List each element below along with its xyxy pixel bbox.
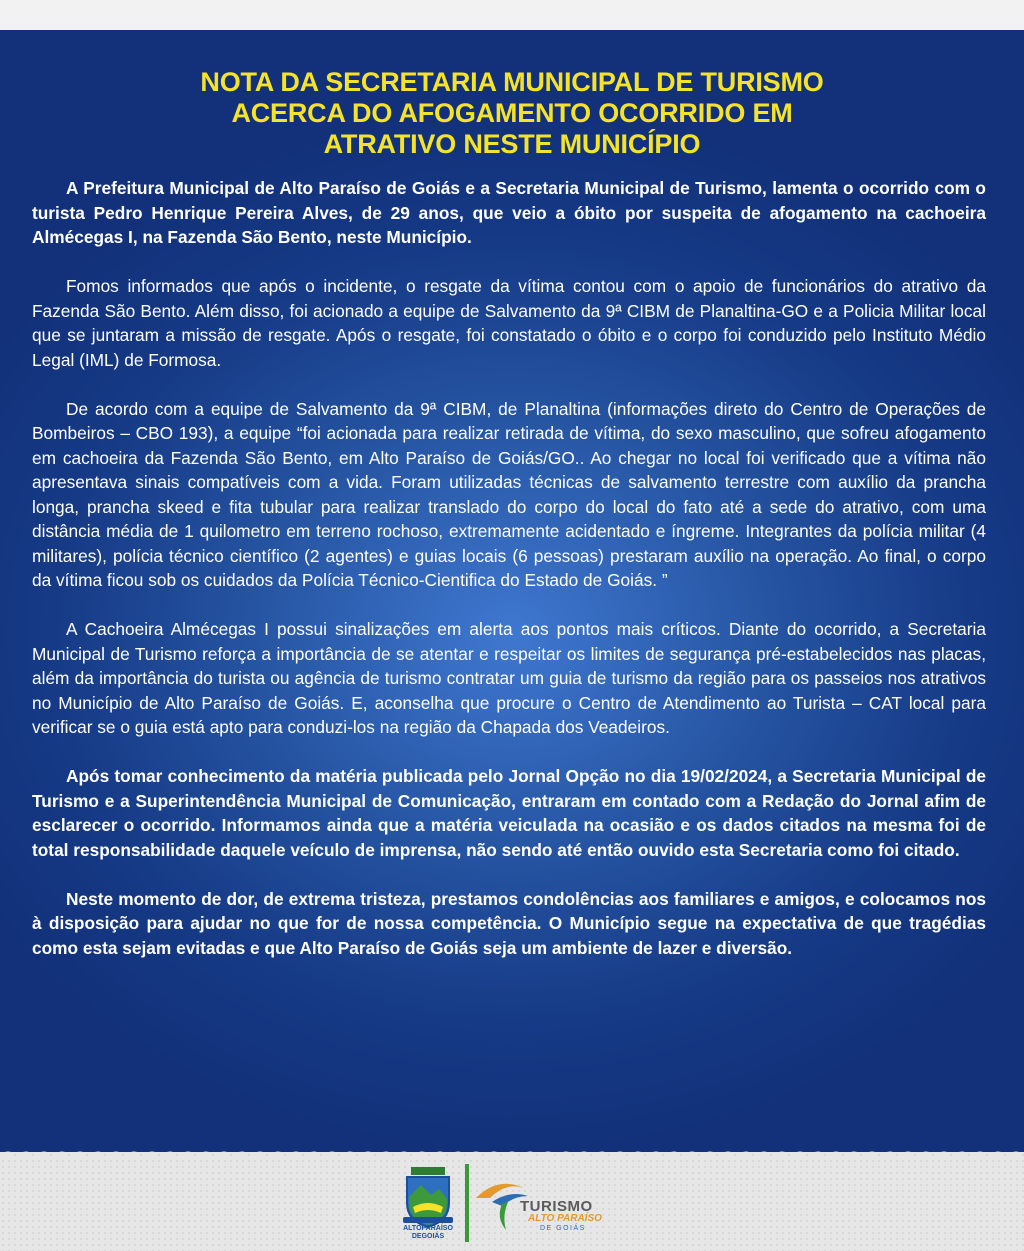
paragraph-fire-department-report: De acordo com a equipe de Salvamento da 9ª CIBM, de Planaltina (informações direto do Centro de Operações de Bombeiros – CBO 193), a equipe “foi acionada para realizar retirada de vítima, do sexo masculino, que sofreu afogamento em cachoeira da Fazenda São Bento, em Alto Paraíso de Goiás/GO.. Ao chegar no local foi verificado que a vítima não apresentava sinais compatíveis com a vida. Foram utilizadas técnicas de salvamento terrestre com auxílio da prancha longa, prancha skeed e fita tubular para realizar translado do corpo do local do fato até a sede do atrativo, com uma distância média de 1 quilometro em terreno rochoso, extremamente acidentado e íngreme. Integrantes da polícia militar (4 militares), polícia técnico científico (2 agentes) e guias locais (6 pessoas) prestaram auxílio na operação. Ao final, o corpo da vítima ficou sob os cuidados da Polícia Técnico-Cientifica do Estado de Goiás. ” (32, 398, 986, 590)
title-line-3: ATRATIVO NESTE MUNICÍPIO (323, 129, 701, 159)
paragraph-press-clarification: Após tomar conhecimento da matéria publicada pelo Jornal Opção no dia 19/02/2024, a Secretaria Municipal de Turismo e a Superintendência Municipal de Comunicação, entraram em contado com a Redação do Jornal afim de esclarecer o ocorrido. Informamos ainda que a matéria veiculada na ocasião e os dados citados na mesma foi de total responsabilidade daquele veículo de imprensa, não sendo até então ouvido esta Secretaria como foi citado. (32, 766, 986, 860)
page-title (0, 67, 1024, 160)
notice-body (32, 176, 986, 985)
title-line-1: NOTA DA SECRETARIA MUNICIPAL DE TURISMO (200, 67, 824, 97)
paragraph-safety-guidance: A Cachoeira Almécegas I possui sinalizações em alerta aos pontos mais críticos. Diante do ocorrido, a Secretaria Municipal de Turismo reforça a importância de se atentar e respeitar os limites de segurança pré-estabelecidos nas placas, além da importância do turista ou agência de turismo contratar um guia de turismo da região para os passeios nos atrativos no Município de Alto Paraíso de Goiás. E, aconselha que procure o Centro de Atendimento ao Turista – CAT local para verificar se o guia está apto para conduzi-los na região da Chapada dos Veadeiros. (32, 619, 986, 737)
paragraph-condolence-intro: A Prefeitura Municipal de Alto Paraíso de Goiás e a Secretaria Municipal de Turismo, lamenta o ocorrido com o turista Pedro Henrique Pereira Alves, de 29 anos, que veio a óbito por suspeita de afogamento na cachoeira Almécegas I, na Fazenda São Bento, neste Município. (32, 178, 986, 247)
paragraph-rescue-info: Fomos informados que após o incidente, o resgate da vítima contou com o apoio de funcionários do atrativo da Fazenda São Bento. Além disso, foi acionado a equipe de Salvamento da 9ª CIBM de Planaltina-GO e a Policia Militar local que se juntaram a missão de resgate. Após o resgate, foi constatado o óbito e o corpo foi conduzido pelo Instituto Médio Legal (IML) de Formosa. (32, 276, 986, 370)
tourism-logo-state: DE GOIÁS (540, 1225, 586, 1232)
torn-paper-edge (0, 0, 1024, 30)
title-line-2: ACERCA DO AFOGAMENTO OCORRIDO EM (231, 98, 793, 128)
tourism-logo-subtitle: ALTO PARAÍSO (528, 1213, 602, 1224)
paragraph-closing-condolences: Neste momento de dor, de extrema tristeza, prestamos condolências aos familiares e amigos, e colocamos nos à disposição para ajudar no que for de nossa competência. O Município segue na expectativa de que tragédias como esta sejam evitadas e que Alto Paraíso de Goiás seja um ambiente de lazer e diversão. (32, 888, 986, 958)
crest-label-line-2: DEGOIÁS (411, 1233, 445, 1240)
crest-label-line-1: ALTOPARAÍSO (403, 1225, 453, 1232)
logo-divider (465, 1164, 469, 1242)
tourism-logo-name: TURISMO (520, 1198, 593, 1215)
crest-label (395, 1225, 461, 1241)
